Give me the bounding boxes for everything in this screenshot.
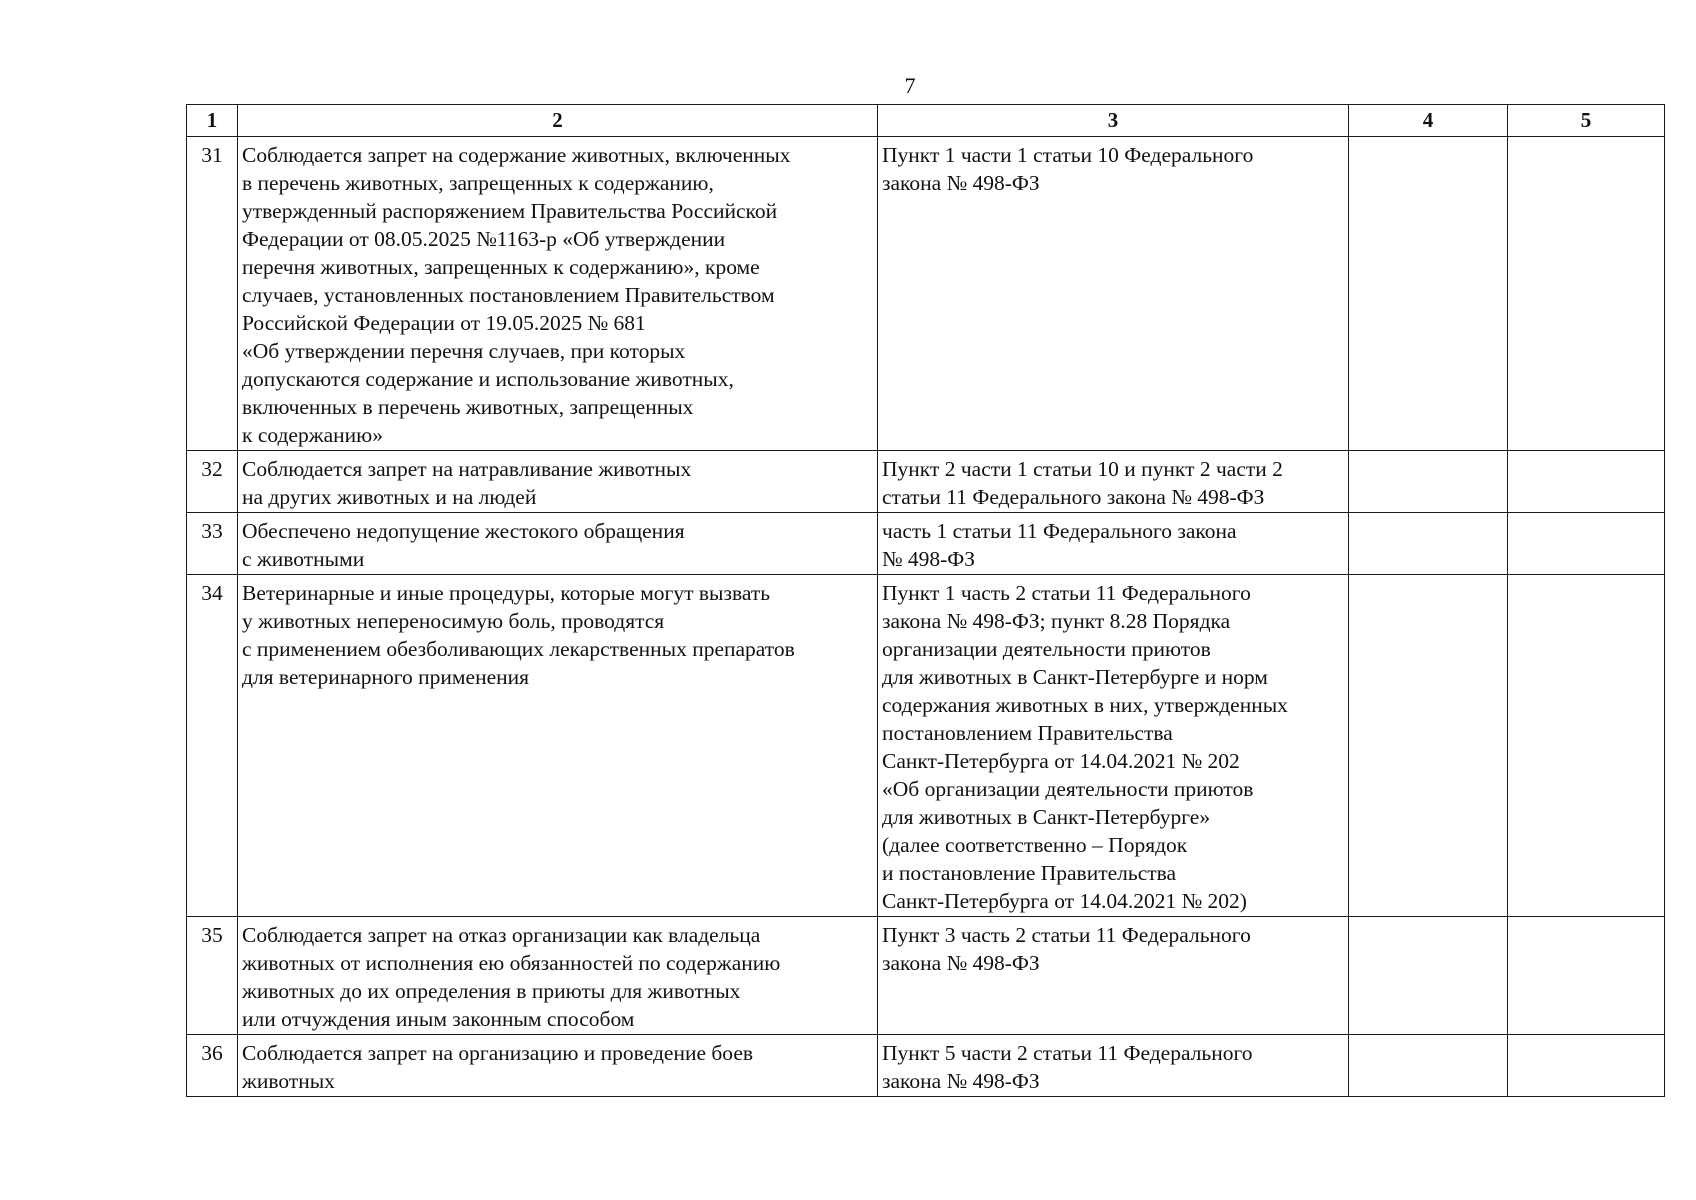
column-header-5: 5 [1508,105,1665,137]
requirement-cell: Ветеринарные и иные процедуры, которые могут вызвать у животных непереносимую боль, проводятся с применением обезболивающих лекарственных препаратов для ветеринарного применения [238,575,878,917]
row-number: 33 [187,513,238,575]
table-row [187,917,1665,1035]
column-4-cell [1349,513,1508,575]
table-row [187,137,1665,451]
requirements-table [186,104,1665,1097]
row-number: 34 [187,575,238,917]
column-5-cell [1508,451,1665,513]
reference-cell: Пункт 2 части 1 статьи 10 и пункт 2 части 2 статьи 11 Федерального закона № 498-ФЗ [878,451,1349,513]
table-row [187,513,1665,575]
requirement-cell: Соблюдается запрет на натравливание животных на других животных и на людей [238,451,878,513]
column-header-2: 2 [238,105,878,137]
table-row [187,451,1665,513]
column-header-4: 4 [1349,105,1508,137]
reference-cell: Пункт 3 часть 2 статьи 11 Федерального закона № 498-ФЗ [878,917,1349,1035]
table-row [187,575,1665,917]
requirement-cell: Соблюдается запрет на содержание животных, включенных в перечень животных, запрещенных к содержанию, утвержденный распоряжением Правительства Российской Федерации от 08.05.2025 №1163-р «Об утверждении перечня животных, запрещенных к содержанию», кроме случаев, установленных постановлением Правительством Российской Федерации от 19.05.2025 № 681 «Об утверждении перечня случаев, при которых допускаются содержание и использование животных, включенных в перечень животных, запрещенных к содержанию» [238,137,878,451]
column-header-1: 1 [187,105,238,137]
column-5-cell [1508,575,1665,917]
requirement-cell: Обеспечено недопущение жестокого обращения с животными [238,513,878,575]
reference-cell: Пункт 5 части 2 статьи 11 Федерального закона № 498-ФЗ [878,1035,1349,1097]
page-number: 7 [904,73,916,98]
table-row [187,1035,1665,1097]
reference-cell: часть 1 статьи 11 Федерального закона № 498-ФЗ [878,513,1349,575]
reference-cell: Пункт 1 часть 2 статьи 11 Федерального закона № 498-ФЗ; пункт 8.28 Порядка организации деятельности приютов для животных в Санкт-Петербурге и норм содержания животных в них, утвержденных постановлением Правительства Санкт-Петербурга от 14.04.2021 № 202 «Об организации деятельности приютов для животных в Санкт-Петербурге» (далее соответственно – Порядок и постановление Правительства Санкт-Петербурга от 14.04.2021 № 202) [878,575,1349,917]
requirement-cell: Соблюдается запрет на организацию и проведение боев животных [238,1035,878,1097]
column-header-3: 3 [878,105,1349,137]
column-5-cell [1508,513,1665,575]
reference-cell: Пункт 1 части 1 статьи 10 Федерального закона № 498-ФЗ [878,137,1349,451]
column-5-cell [1508,1035,1665,1097]
column-4-cell [1349,575,1508,917]
row-number: 35 [187,917,238,1035]
column-4-cell [1349,451,1508,513]
column-5-cell [1508,917,1665,1035]
requirement-cell: Соблюдается запрет на отказ организации как владельца животных от исполнения ею обязанностей по содержанию животных до их определения в приюты для животных или отчуждения иным законным способом [238,917,878,1035]
column-4-cell [1349,917,1508,1035]
row-number: 32 [187,451,238,513]
table-header-row [187,105,1665,137]
column-5-cell [1508,137,1665,451]
column-4-cell [1349,1035,1508,1097]
column-4-cell [1349,137,1508,451]
row-number: 31 [187,137,238,451]
row-number: 36 [187,1035,238,1097]
